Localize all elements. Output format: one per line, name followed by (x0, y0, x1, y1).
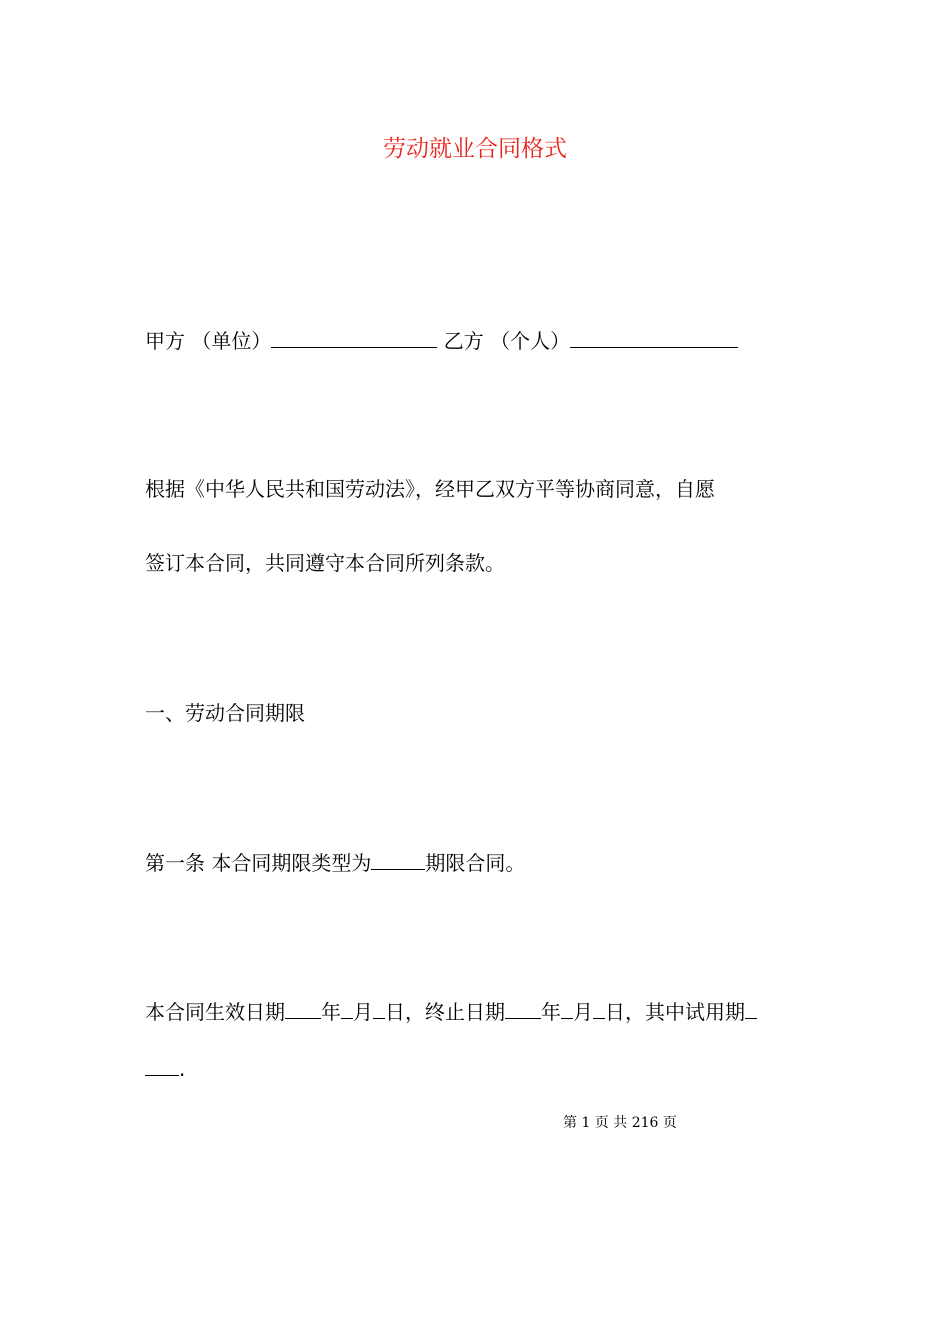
article-1-suffix: 期限合同。 (425, 851, 526, 875)
day-unit: 日， (385, 1000, 425, 1024)
effective-day-blank (373, 996, 385, 1019)
section-1-heading: 一、劳动合同期限 (145, 701, 305, 725)
article-1-prefix: 第一条 本合同期限类型为 (145, 851, 372, 875)
termination-date-label: 终止日期 (425, 1000, 505, 1024)
effective-month-blank (341, 996, 353, 1019)
party-a-blank (271, 325, 437, 348)
probation-continuation (145, 1053, 185, 1084)
end-punctuation: . (179, 1057, 186, 1081)
probation-blank-start (745, 996, 757, 1019)
year-unit: 年 (321, 1000, 341, 1024)
probation-label: 其中试用期 (645, 1000, 745, 1024)
article-1 (145, 847, 525, 878)
page-footer: 第 1 页 共 216 页 (563, 1115, 677, 1131)
preamble-line-1: 根据《中华人民共和国劳动法》，经甲乙双方平等协商同意，自愿 (145, 477, 715, 501)
page-title: 劳动就业合同格式 (383, 136, 567, 162)
termination-year-blank (505, 996, 541, 1019)
month-unit: 月 (353, 1000, 373, 1024)
effective-year-blank (285, 996, 321, 1019)
termination-day-blank (593, 996, 605, 1019)
day-unit-2: 日， (605, 1000, 645, 1024)
dates-line (145, 996, 757, 1027)
probation-blank-end (145, 1053, 179, 1076)
month-unit-2: 月 (573, 1000, 593, 1024)
year-unit-2: 年 (541, 1000, 561, 1024)
preamble-line-2: 签订本合同，共同遵守本合同所列条款。 (145, 551, 505, 575)
effective-date-label: 本合同生效日期 (145, 1000, 285, 1024)
parties-line (145, 325, 738, 356)
party-a-label: 甲方 （单位） (145, 329, 272, 353)
party-b-label: 乙方 （个人） (443, 329, 571, 353)
contract-type-blank (371, 847, 425, 870)
party-b-blank (570, 325, 738, 348)
termination-month-blank (561, 996, 573, 1019)
